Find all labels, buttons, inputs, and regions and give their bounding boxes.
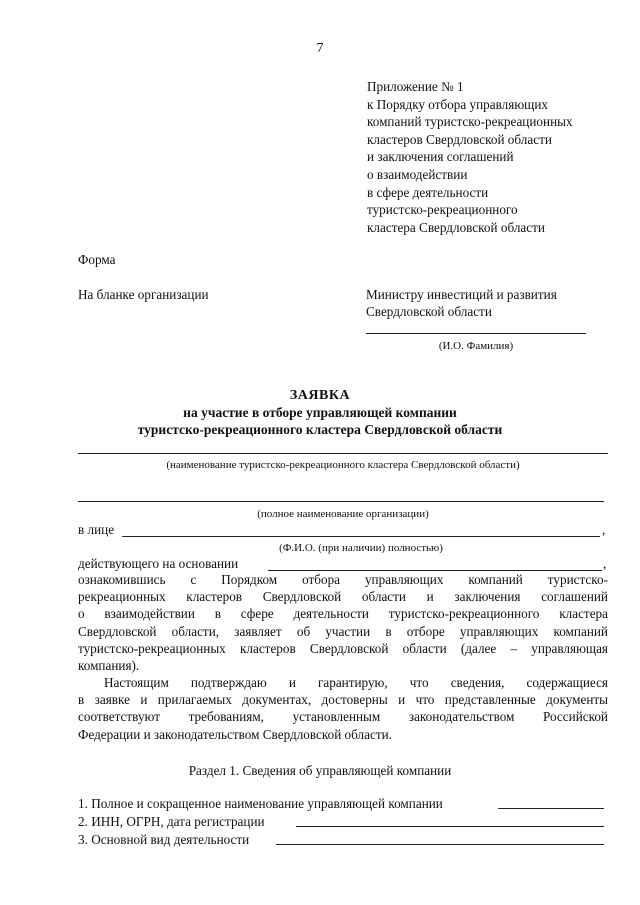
appendix-line: туристско-рекреационного bbox=[367, 202, 518, 218]
comma: , bbox=[603, 556, 607, 571]
basis-label: действующего на основании bbox=[78, 556, 239, 571]
section-item-1-field[interactable] bbox=[498, 808, 604, 809]
organization-name-caption: (полное наименование организации) bbox=[257, 508, 429, 520]
section-item-3: 3. Основной вид деятельности bbox=[78, 832, 250, 847]
appendix-line: и заключения соглашений bbox=[367, 149, 514, 165]
page-number: 7 bbox=[316, 41, 324, 56]
paragraph-line: рекреационных кластеров Свердловской области и заключения соглашений bbox=[78, 589, 608, 605]
person-label: в лице bbox=[78, 522, 115, 537]
paragraph-line: соответствуют требованиям, установленным законодательством Российской bbox=[78, 709, 608, 725]
document-title: ЗАЯВКА bbox=[289, 388, 351, 403]
paragraph-line: ознакомившись с Порядком отбора управляющих компаний туристско- bbox=[78, 572, 608, 587]
section-item-2-field[interactable] bbox=[296, 826, 604, 827]
addressee-line: Министру инвестиций и развития bbox=[366, 287, 557, 302]
appendix-line: в сфере деятельности bbox=[367, 184, 489, 200]
paragraph-line: Федерации и законодательством Свердловской области. bbox=[78, 726, 392, 742]
addressee-line: Свердловской области bbox=[366, 304, 492, 319]
cluster-name-field[interactable] bbox=[78, 453, 608, 454]
appendix-line: Приложение № 1 bbox=[367, 79, 464, 94]
paragraph-line: компания). bbox=[78, 658, 140, 674]
section-item-1: 1. Полное и сокращенное наименование управляющей компании bbox=[78, 796, 443, 811]
appendix-line: к Порядку отбора управляющих bbox=[367, 96, 548, 112]
signature-caption: (И.О. Фамилия) bbox=[438, 340, 514, 352]
organization-name-field[interactable] bbox=[78, 501, 604, 502]
appendix-line: компаний туристско-рекреационных bbox=[367, 114, 573, 130]
signature-line bbox=[366, 333, 586, 334]
paragraph-line: Настоящим подтверждаю и гарантирую, что сведения, содержащиеся bbox=[104, 675, 608, 690]
paragraph-line: туристско-рекреационных кластеров Свердловской области (далее – управляющая bbox=[78, 640, 608, 656]
appendix-line: о взаимодействии bbox=[367, 166, 468, 182]
appendix-line: кластера Свердловской области bbox=[367, 219, 545, 235]
comma: , bbox=[602, 522, 606, 537]
section-item-3-field[interactable] bbox=[276, 844, 604, 845]
form-label: Форма bbox=[78, 252, 116, 267]
document-subtitle: туристско-рекреационного кластера Свердловской области bbox=[137, 422, 503, 437]
paragraph-guarantee bbox=[78, 674, 608, 743]
section-item-2: 2. ИНН, ОГРН, дата регистрации bbox=[78, 814, 265, 829]
section-heading: Раздел 1. Сведения об управляющей компании bbox=[188, 763, 452, 778]
person-name-field[interactable] bbox=[122, 536, 600, 537]
paragraph-line: о взаимодействии в сфере деятельности туристско-рекреационного кластера bbox=[78, 606, 608, 622]
letterhead-label: На бланке организации bbox=[78, 287, 209, 302]
document-subtitle: на участие в отборе управляющей компании bbox=[183, 405, 457, 420]
cluster-name-caption: (наименование туристско-рекреационного кластера Свердловской области) bbox=[166, 459, 520, 471]
addressee-block bbox=[366, 286, 606, 320]
person-name-caption: (Ф.И.О. (при наличии) полностью) bbox=[279, 542, 443, 554]
appendix-block bbox=[367, 78, 617, 236]
paragraph-line: в заявке и прилагаемых документах, достоверны и что представленные документы bbox=[78, 692, 608, 708]
paragraph-line: Свердловской области, заявляет об участии в отборе управляющих компаний bbox=[78, 623, 608, 639]
paragraph-acquainted bbox=[78, 571, 608, 674]
appendix-line: кластеров Свердловской области bbox=[367, 131, 552, 147]
